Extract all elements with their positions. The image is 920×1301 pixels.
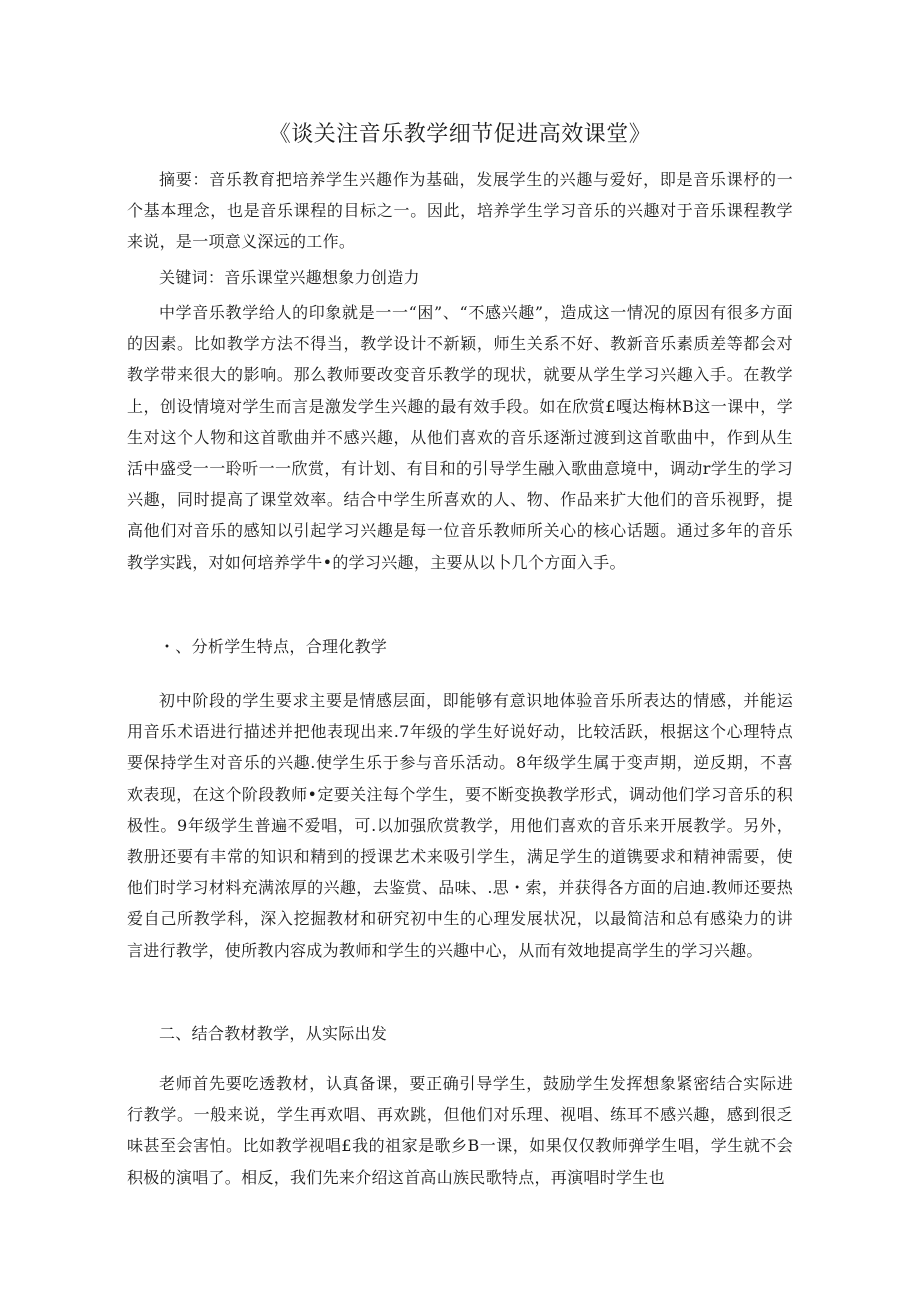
- abstract-paragraph: 摘要：音乐教育把培养学生兴趣作为基础，发展学生的兴趣与爱好，即是音乐课杼的一个基本理念，也是音乐课程的目标之一。因此，培养学生学习音乐的兴趣对于音乐课程教学来说，是一项意义深远的工作。: [127, 170, 793, 252]
- section-2-paragraph: 老师首先要吃透教材，认真备课，要正确引导学生，鼓励学生发挥想象紧密结合实际进行教学。一般来说，学生再欢唱、再欢跳，但他们对乐理、视唱、练耳不感兴趣，感到很乏味甚至会害怕。比如教学视唱£我的祖家是歌乡B一课，如果仅仅教师弹学生唱，学生就不会积极的演唱了。相反，我们先来介绍这首高山族民歌特点，再演唱时学生也: [127, 1074, 793, 1187]
- section-2-heading: 二、结合教材教学，从实际出发: [159, 1024, 388, 1043]
- intro-paragraph: 中学音乐教学给人的印象就是一一“困”、“不感兴趣”，造成这一情况的原因有很多方面的因素。比如教学方法不得当，教学设计不新颖，师生关系不好、教新音乐素质差等都会对教学带来很大的影响。那么教师要改变音乐教学的现状，就要从学生学习兴趣入手。在教学上，创设情境对学生而言是激发学生兴趣的最有效手段。如在欣赏£嘎达梅林B这一课中，学生对这个人物和这首歌曲并不感兴趣，从他们喜欢的音乐逐渐过渡到这首歌曲中，作到从生活中盛受一一聆听一一欣赏，有计划、有目和的引导学生融入歌曲意境中，调动r学生的学习兴趣，同时提高了课堂效率。结合中学生所喜欢的人、物、作品来扩大他们的音乐视野，提高他们对音乐的感知以引起学习兴趣是每一位音乐教师所关心的核心话题。通过多年的音乐教学实践，对如何培养学牛•的学习兴趣，主要从以卜几个方面入手。: [127, 303, 793, 572]
- section-1-heading: ・、分析学生特点，合理化教学: [159, 637, 388, 656]
- document-title: 《谈关注音乐教学细节促进高效课堂》: [268, 122, 652, 147]
- keywords-line: 关键词：音乐课堂兴趣想象力创造力: [159, 268, 420, 287]
- section-1-paragraph: 初中阶段的学生要求主要是情感层面，即能够有意识地体验音乐所表达的情感，并能运用音乐术语进行描述并把他表现出来.7年级的学生好说好动，比较活跃，根据这个心理特点要保持学生对音乐的兴趣.使学生乐于参与音乐活动。8年级学生属于变声期，逆反期，不喜欢表现，在这个阶段教师•定要关注每个学生，要不断变换教学形式，调动他们学习音乐的积极性。9年级学生普遍不爱唱，可.以加强欣赏教学，用他们喜欢的音乐来开展教学。另外，教册还要有丰常的知识和精到的授课艺术来吸引学生，满足学生的道镌要求和精神需要，使他们时学习材料充满浓厚的兴趣，去鉴赏、品味、.思・索，并获得各方面的启迪.教师还要热爱自己所教学科，深入挖掘教材和研究初中生的心理发展状况，以最简洁和总有感染力的讲言进行教学，使所教内容成为教师和学生的兴趣中心，从而有效地提高学生的学习兴趣。: [127, 691, 793, 960]
